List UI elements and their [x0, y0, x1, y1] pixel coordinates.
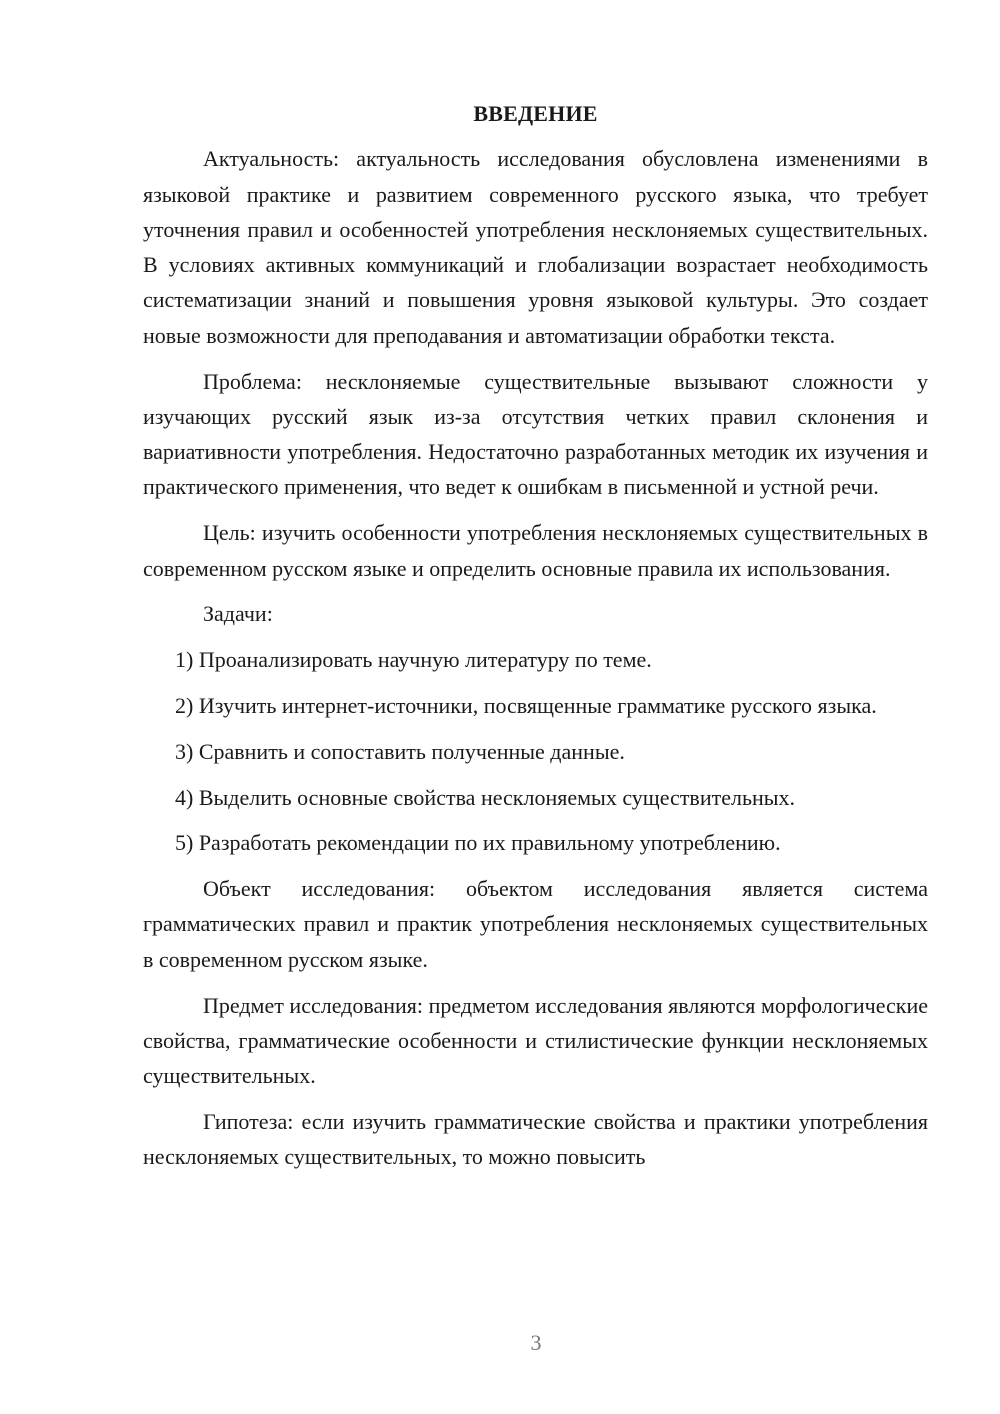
list-item: 5) Разработать рекомендации по их правильному употреблению. [175, 830, 781, 856]
tasks-heading: Задачи: [203, 601, 273, 627]
paragraph-object: Объект исследования: объектом исследования является система грамматических правил и практик употребления несклоняемых существительных в современном русском языке. [143, 876, 928, 972]
page-number: 3 [530, 1330, 542, 1355]
paragraph-relevance: Актуальность: актуальность исследования обусловлена изменениями в языковой практике и развитием современного русского языка, что требует уточнения правил и особенностей употребления несклоняемых существительных. В условиях активных коммуникаций и глобализации возрастает необходимость систематизации знаний и повышения уровня языковой культуры. Это создает новые возможности для преподавания и автоматизации обработки текста. [143, 146, 928, 348]
list-item: 1) Проанализировать научную литературу по теме. [175, 647, 652, 673]
paragraph-goal: Цель: изучить особенности употребления несклоняемых существительных в современном русском языке и определить основные правила их использования. [143, 520, 928, 581]
list-item: 4) Выделить основные свойства несклоняемых существительных. [175, 784, 796, 810]
paragraph-subject: Предмет исследования: предметом исследования являются морфологические свойства, грамматические особенности и стилистические функции несклоняемых существительных. [143, 992, 928, 1089]
document-page [143, 96, 928, 1185]
paragraph-problem: Проблема: несклоняемые существительные вызывают сложности у изучающих русский язык из-за отсутствия четких правил склонения и вариативности употребления. Недостаточно разработанных методик их изучения и практического применения, что ведет к ошибкам в письменной и устной речи. [143, 368, 928, 500]
list-item: 2) Изучить интернет-источники, посвященные грамматике русского языка. [175, 692, 877, 718]
paragraph-hypothesis: Гипотеза: если изучить грамматические свойства и практики употребления несклоняемых существительных, то можно повысить [143, 1108, 928, 1170]
section-title: ВВЕДЕНИЕ [473, 101, 598, 126]
list-item: 3) Сравнить и сопоставить полученные данные. [175, 738, 625, 764]
